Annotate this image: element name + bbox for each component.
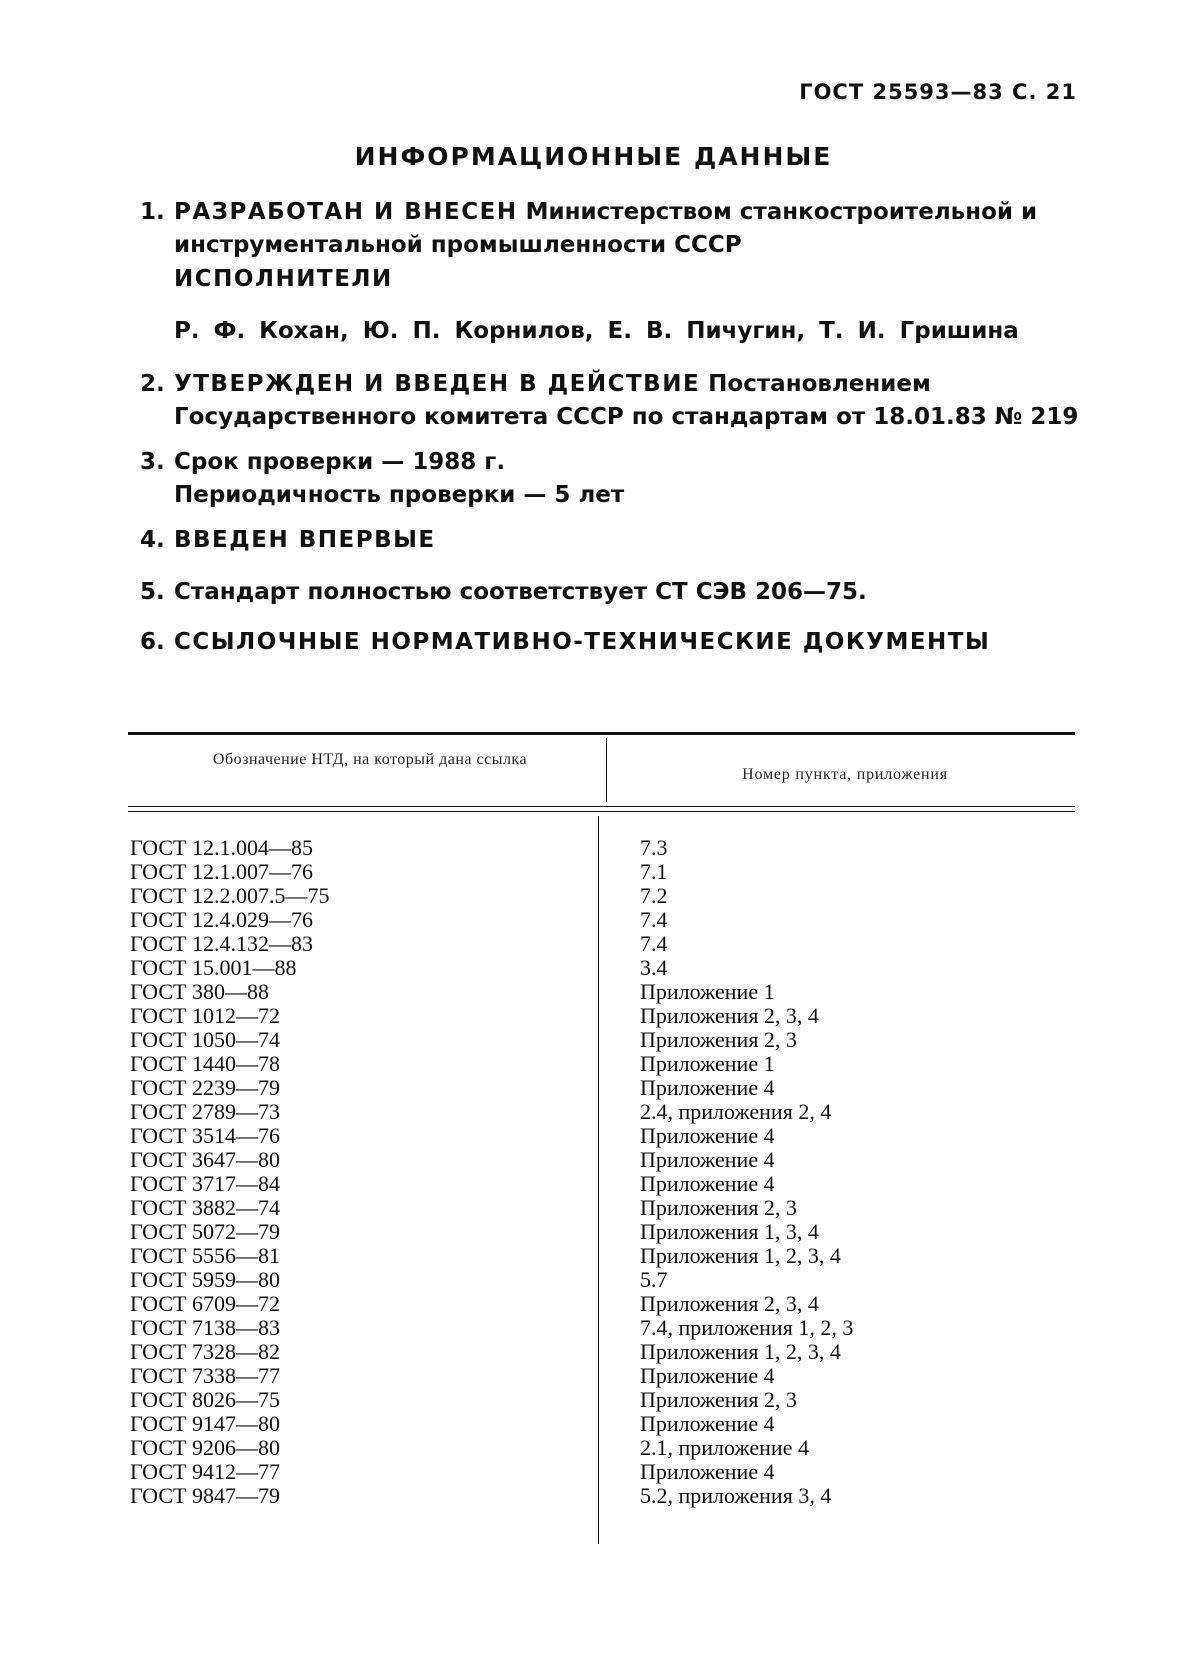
table-cell-designation: ГОСТ 1440—78 xyxy=(130,1051,280,1076)
item-text: Министерством станкостроительной и инструментальной промышленности СССР xyxy=(174,199,1038,258)
table-cell-clause: 7.1 xyxy=(640,859,668,884)
item-number: 1. xyxy=(140,199,165,225)
table-cell-designation: ГОСТ 380—88 xyxy=(130,979,269,1004)
table-cell-clause: Приложение 1 xyxy=(640,1051,775,1076)
item-number: 6. xyxy=(140,629,165,655)
item-number: 5. xyxy=(140,579,165,605)
table-cell-clause: Приложения 1, 3, 4 xyxy=(640,1219,819,1244)
table-row xyxy=(0,1244,1187,1268)
table-cell-clause: 7.3 xyxy=(640,835,668,860)
table-row xyxy=(0,932,1187,956)
table-cell-designation: ГОСТ 3514—76 xyxy=(130,1123,280,1148)
table-cell-designation: ГОСТ 12.1.007—76 xyxy=(130,859,313,884)
item-6 xyxy=(140,626,1080,659)
item-5 xyxy=(140,576,1080,609)
table-row xyxy=(0,1388,1187,1412)
table-cell-designation: ГОСТ 7338—77 xyxy=(130,1363,280,1388)
table-row xyxy=(0,1148,1187,1172)
table-cell-clause: 7.4 xyxy=(640,907,668,932)
table-cell-clause: Приложение 4 xyxy=(640,1411,775,1436)
table-header-divider xyxy=(606,738,607,802)
table-row xyxy=(0,956,1187,980)
table-row xyxy=(0,1124,1187,1148)
table-row xyxy=(0,1460,1187,1484)
table-cell-designation: ГОСТ 9206—80 xyxy=(130,1435,280,1460)
page-title: ИНФОРМАЦИОННЫЕ ДАННЫЕ xyxy=(354,142,833,171)
table-row xyxy=(0,908,1187,932)
table-row xyxy=(0,1100,1187,1124)
table-row xyxy=(0,1076,1187,1100)
item-body xyxy=(174,196,1080,262)
item-label: УТВЕРЖДЕН И ВВЕДЕН В ДЕЙСТВИЕ xyxy=(174,371,701,397)
table-cell-clause: 7.4 xyxy=(640,931,668,956)
table-cell-clause: Приложение 4 xyxy=(640,1171,775,1196)
table-row xyxy=(0,1340,1187,1364)
table-cell-designation: ГОСТ 1012—72 xyxy=(130,1003,280,1028)
table-cell-designation: ГОСТ 7328—82 xyxy=(130,1339,280,1364)
table-cell-clause: 5.7 xyxy=(640,1267,668,1292)
document-reference: ГОСТ 25593—83 С. 21 xyxy=(799,80,1077,104)
item-text: Стандарт полностью соответствует СТ СЭВ 206—75. xyxy=(174,579,867,605)
table-cell-clause: Приложение 4 xyxy=(640,1075,775,1100)
table-header-rule xyxy=(128,806,1075,807)
table-cell-designation: ГОСТ 5959—80 xyxy=(130,1267,280,1292)
table-cell-designation: ГОСТ 5556—81 xyxy=(130,1243,280,1268)
table-row xyxy=(0,1196,1187,1220)
item-text-secondary: Периодичность проверки — 5 лет xyxy=(174,482,625,508)
table-cell-clause: Приложение 4 xyxy=(640,1459,775,1484)
table-row xyxy=(0,980,1187,1004)
item-label: ВВЕДЕН ВПЕРВЫЕ xyxy=(174,527,436,553)
table-cell-designation: ГОСТ 2239—79 xyxy=(130,1075,280,1100)
table-top-rule xyxy=(128,732,1075,735)
table-cell-clause: 3.4 xyxy=(640,955,668,980)
table-cell-clause: 2.1, приложение 4 xyxy=(640,1435,809,1460)
table-row xyxy=(0,1268,1187,1292)
item-number: 2. xyxy=(140,371,165,397)
table-cell-designation: ГОСТ 5072—79 xyxy=(130,1219,280,1244)
table-cell-designation: ГОСТ 2789—73 xyxy=(130,1099,280,1124)
table-cell-designation: ГОСТ 9412—77 xyxy=(130,1459,280,1484)
table-header-clause: Номер пункта, приложения xyxy=(742,766,948,783)
table-cell-clause: Приложение 4 xyxy=(640,1123,775,1148)
table-row xyxy=(0,1292,1187,1316)
table-row xyxy=(0,1220,1187,1244)
table-row xyxy=(0,1436,1187,1460)
item-text: Постановлением Государственного комитета СССР по стандартам от 18.01.83 № 219 xyxy=(174,371,1079,430)
table-cell-clause: Приложения 1, 2, 3, 4 xyxy=(640,1243,841,1268)
table-cell-designation: ГОСТ 1050—74 xyxy=(130,1027,280,1052)
table-cell-clause: Приложение 1 xyxy=(640,979,775,1004)
table-cell-designation: ГОСТ 3647—80 xyxy=(130,1147,280,1172)
table-cell-designation: ГОСТ 15.001—88 xyxy=(130,955,297,980)
table-row xyxy=(0,836,1187,860)
item-body xyxy=(174,446,1080,512)
table-cell-designation: ГОСТ 12.4.029—76 xyxy=(130,907,313,932)
table-cell-clause: Приложения 2, 3 xyxy=(640,1387,797,1412)
item-text: Срок проверки — 1988 г. xyxy=(174,449,506,475)
table-header-rule-double xyxy=(128,811,1075,812)
table-row xyxy=(0,1004,1187,1028)
item-number: 4. xyxy=(140,527,165,553)
table-cell-designation: ГОСТ 3882—74 xyxy=(130,1195,280,1220)
table-cell-clause: 7.2 xyxy=(640,883,668,908)
table-cell-clause: Приложение 4 xyxy=(640,1147,775,1172)
table-cell-clause: 5.2, приложения 3, 4 xyxy=(640,1483,832,1508)
table-cell-clause: Приложение 4 xyxy=(640,1363,775,1388)
table-cell-clause: Приложения 2, 3 xyxy=(640,1027,797,1052)
table-cell-clause: 7.4, приложения 1, 2, 3 xyxy=(640,1315,854,1340)
table-row xyxy=(0,1484,1187,1508)
table-row xyxy=(0,1172,1187,1196)
table-cell-clause: 2.4, приложения 2, 4 xyxy=(640,1099,832,1124)
table-row xyxy=(0,1052,1187,1076)
item-2 xyxy=(140,368,1080,434)
executors-names: Р. Ф. Кохан, Ю. П. Корнилов, Е. В. Пичугин, Т. И. Гришина xyxy=(174,318,1019,344)
table-cell-designation: ГОСТ 7138—83 xyxy=(130,1315,280,1340)
table-cell-clause: Приложения 2, 3, 4 xyxy=(640,1003,819,1028)
table-cell-clause: Приложения 1, 2, 3, 4 xyxy=(640,1339,841,1364)
item-4 xyxy=(140,524,1080,557)
item-body xyxy=(174,368,1080,434)
table-row xyxy=(0,860,1187,884)
table-header-designation: Обозначение НТД, на который дана ссылка xyxy=(212,751,528,768)
table-cell-designation: ГОСТ 12.4.132—83 xyxy=(130,931,313,956)
item-label: ССЫЛОЧНЫЕ НОРМАТИВНО-ТЕХНИЧЕСКИЕ ДОКУМЕНТЫ xyxy=(174,629,991,655)
table-cell-clause: Приложения 2, 3 xyxy=(640,1195,797,1220)
executors-heading: ИСПОЛНИТЕЛИ xyxy=(174,266,393,292)
table-body xyxy=(0,836,1187,1508)
table-row xyxy=(0,884,1187,908)
table-row xyxy=(0,1364,1187,1388)
table-cell-designation: ГОСТ 9147—80 xyxy=(130,1411,280,1436)
table-row xyxy=(0,1316,1187,1340)
table-cell-designation: ГОСТ 12.2.007.5—75 xyxy=(130,883,330,908)
table-cell-designation: ГОСТ 3717—84 xyxy=(130,1171,280,1196)
table-row xyxy=(0,1412,1187,1436)
table-cell-designation: ГОСТ 6709—72 xyxy=(130,1291,280,1316)
item-3 xyxy=(140,446,1080,512)
table-cell-designation: ГОСТ 12.1.004—85 xyxy=(130,835,313,860)
item-1 xyxy=(140,196,1080,262)
table-cell-designation: ГОСТ 8026—75 xyxy=(130,1387,280,1412)
table-row xyxy=(0,1028,1187,1052)
item-label: РАЗРАБОТАН И ВНЕСЕН xyxy=(174,199,518,225)
item-number: 3. xyxy=(140,449,165,475)
table-cell-designation: ГОСТ 9847—79 xyxy=(130,1483,280,1508)
table-cell-clause: Приложения 2, 3, 4 xyxy=(640,1291,819,1316)
